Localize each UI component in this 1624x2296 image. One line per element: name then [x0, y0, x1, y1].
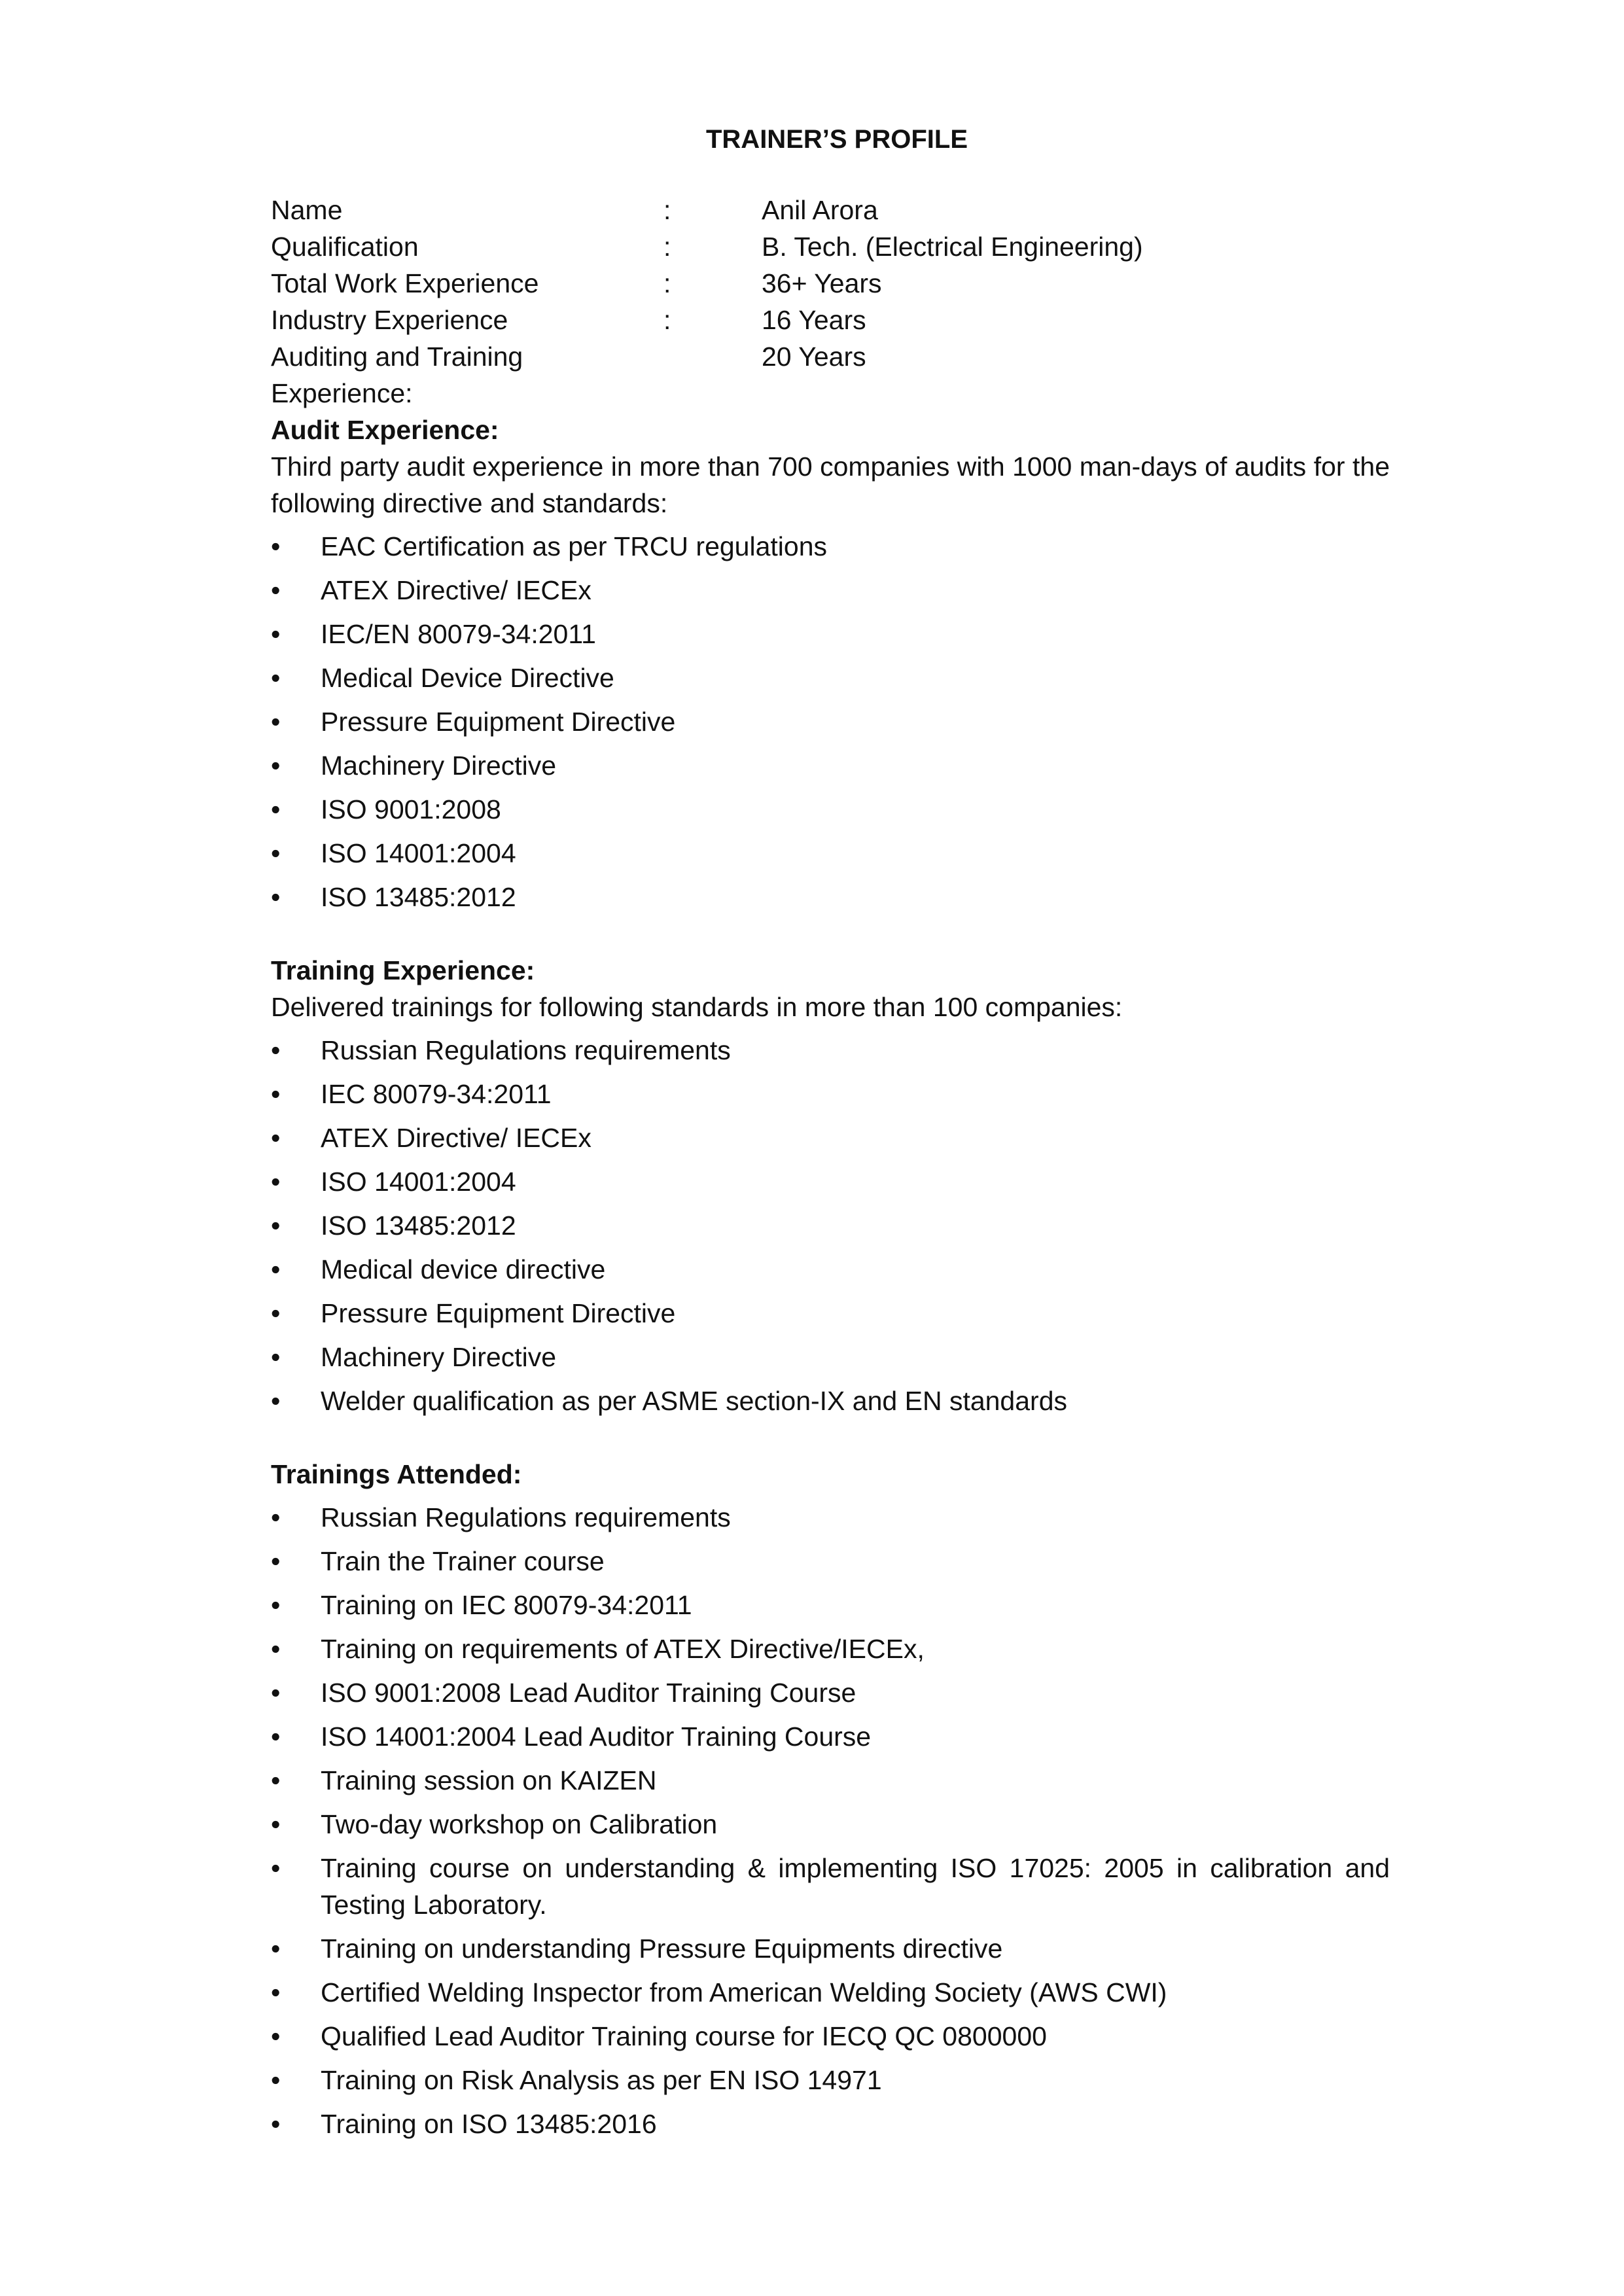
bullet-icon: •: [271, 838, 281, 868]
list-item: [271, 1032, 1390, 1069]
list-item: [271, 1974, 1390, 2011]
info-separator: :: [663, 305, 671, 335]
list-item: [271, 747, 1390, 784]
bullet-icon: •: [271, 531, 281, 561]
info-label: Name: [271, 195, 343, 225]
list-item: [271, 1339, 1390, 1375]
bullet-icon: •: [271, 794, 281, 824]
list-item-text: Training session on KAIZEN: [321, 1765, 657, 1795]
info-separator: :: [663, 195, 671, 225]
list-item: [271, 660, 1390, 696]
info-row-industry-experience: [271, 302, 1390, 338]
bullet-icon: •: [271, 1123, 281, 1153]
list-item-text: Pressure Equipment Directive: [321, 707, 676, 737]
bullet-icon: •: [271, 1853, 281, 1883]
list-item-text: ISO 14001:2004 Lead Auditor Training Course: [321, 1722, 872, 1752]
bullet-icon: •: [271, 1722, 281, 1752]
bullet-icon: •: [271, 1386, 281, 1416]
info-row-total-experience: [271, 265, 1390, 302]
bullet-icon: •: [271, 751, 281, 781]
list-item-text: Training course on understanding & implementing ISO 17025: 2005 in calibration and Testing Laboratory.: [321, 1853, 1390, 1920]
list-item-text: Qualified Lead Auditor Training course for IECQ QC 0800000: [321, 2021, 1047, 2051]
list-item: [271, 1076, 1390, 1112]
list-item-text: ISO 13485:2012: [321, 1210, 516, 1241]
list-item: [271, 1850, 1390, 1923]
info-separator: [663, 338, 762, 375]
info-value: Anil Arora: [762, 195, 878, 225]
list-item-text: Machinery Directive: [321, 1342, 556, 1372]
list-item-text: Certified Welding Inspector from American Welding Society (AWS CWI): [321, 1977, 1167, 2007]
list-item-text: IEC 80079-34:2011: [321, 1079, 552, 1109]
bullet-icon: •: [271, 619, 281, 649]
info-label: Qualification: [271, 232, 419, 262]
list-item-text: Training on understanding Pressure Equipments directive: [321, 1934, 1003, 1964]
list-item-text: ISO 9001:2008: [321, 794, 501, 824]
list-item-text: EAC Certification as per TRCU regulations: [321, 531, 827, 561]
bullet-icon: •: [271, 1502, 281, 1532]
list-item-text: ISO 14001:2004: [321, 838, 516, 868]
info-label: Industry Experience: [271, 305, 508, 335]
info-label: Total Work Experience: [271, 268, 539, 298]
list-item: [271, 1295, 1390, 1332]
list-item: [271, 791, 1390, 828]
list-item: [271, 2062, 1390, 2098]
bullet-icon: •: [271, 1079, 281, 1109]
list-item-text: Training on Risk Analysis as per EN ISO 14971: [321, 2065, 882, 2095]
bullet-icon: •: [271, 1590, 281, 1620]
bullet-icon: •: [271, 1254, 281, 1284]
info-row-name: [271, 192, 1390, 228]
list-item-text: Medical device directive: [321, 1254, 606, 1284]
list-item-text: Training on requirements of ATEX Directive/IECEx,: [321, 1634, 925, 1664]
list-item-text: Train the Trainer course: [321, 1546, 605, 1576]
trainings-attended-heading: Trainings Attended:: [271, 1459, 522, 1489]
bullet-icon: •: [271, 1809, 281, 1839]
list-item-text: Training on ISO 13485:2016: [321, 2109, 657, 2139]
bullet-icon: •: [271, 575, 281, 605]
bullet-icon: •: [271, 2109, 281, 2139]
list-item: [271, 1207, 1390, 1244]
training-experience-heading: Training Experience:: [271, 955, 535, 985]
list-item: [271, 1499, 1390, 1536]
list-item: [271, 528, 1390, 565]
list-item-text: ISO 13485:2012: [321, 882, 516, 912]
list-item-text: Pressure Equipment Directive: [321, 1298, 676, 1328]
list-item: [271, 616, 1390, 652]
list-item: [271, 1587, 1390, 1623]
list-item: [271, 2106, 1390, 2142]
info-label: Auditing and Training Experience:: [271, 342, 523, 408]
list-item-text: ISO 9001:2008 Lead Auditor Training Course: [321, 1678, 856, 1708]
bullet-icon: •: [271, 1167, 281, 1197]
list-item-text: ISO 14001:2004: [321, 1167, 516, 1197]
list-item-text: ATEX Directive/ IECEx: [321, 575, 591, 605]
list-item: [271, 1163, 1390, 1200]
bullet-icon: •: [271, 2021, 281, 2051]
list-item: [271, 1251, 1390, 1288]
list-item-text: Machinery Directive: [321, 751, 556, 781]
audit-experience-intro: Third party audit experience in more than 700 companies with 1000 man-days of audits for the following directive and standards:: [271, 451, 1390, 518]
info-separator: :: [663, 232, 671, 262]
info-row-auditing-experience: [271, 338, 1390, 408]
page-title: TRAINER’S PROFILE: [705, 125, 968, 154]
list-item: [271, 1120, 1390, 1156]
list-item-text: Russian Regulations requirements: [321, 1035, 731, 1065]
bullet-icon: •: [271, 1765, 281, 1795]
list-item-text: Training on IEC 80079-34:2011: [321, 1590, 692, 1620]
list-item: [271, 1543, 1390, 1580]
info-separator: :: [663, 268, 671, 298]
bullet-icon: •: [271, 1678, 281, 1708]
list-item: [271, 1718, 1390, 1755]
bullet-icon: •: [271, 1035, 281, 1065]
list-item-text: ATEX Directive/ IECEx: [321, 1123, 591, 1153]
bullet-icon: •: [271, 1342, 281, 1372]
info-value: 20 Years: [762, 342, 866, 372]
list-item: [271, 1762, 1390, 1799]
bullet-icon: •: [271, 663, 281, 693]
list-item-text: Russian Regulations requirements: [321, 1502, 731, 1532]
bullet-icon: •: [271, 882, 281, 912]
bullet-icon: •: [271, 1210, 281, 1241]
info-value: B. Tech. (Electrical Engineering): [762, 232, 1143, 262]
bullet-icon: •: [271, 1298, 281, 1328]
list-item-text: Two-day workshop on Calibration: [321, 1809, 718, 1839]
audit-experience-list: [271, 528, 1390, 915]
bullet-icon: •: [271, 1546, 281, 1576]
profile-info-table: [271, 192, 1390, 408]
document-page: [271, 121, 1390, 2149]
list-item-text: IEC/EN 80079-34:2011: [321, 619, 596, 649]
list-item: [271, 1930, 1390, 1967]
trainings-attended-list: [271, 1499, 1390, 2142]
bullet-icon: •: [271, 1977, 281, 2007]
training-experience-intro: Delivered trainings for following standards in more than 100 companies:: [271, 992, 1123, 1022]
list-item-text: Welder qualification as per ASME section-IX and EN standards: [321, 1386, 1067, 1416]
list-item: [271, 1631, 1390, 1667]
info-row-qualification: [271, 228, 1390, 265]
list-item: [271, 1383, 1390, 1419]
bullet-icon: •: [271, 1634, 281, 1664]
bullet-icon: •: [271, 1934, 281, 1964]
list-item: [271, 572, 1390, 609]
bullet-icon: •: [271, 707, 281, 737]
list-item: [271, 835, 1390, 872]
list-item: [271, 703, 1390, 740]
info-value: 16 Years: [762, 305, 866, 335]
list-item-text: Medical Device Directive: [321, 663, 614, 693]
list-item: [271, 1674, 1390, 1711]
list-item: [271, 2018, 1390, 2055]
training-experience-list: [271, 1032, 1390, 1419]
list-item: [271, 1806, 1390, 1843]
audit-experience-heading: Audit Experience:: [271, 415, 499, 445]
list-item: [271, 879, 1390, 915]
info-value: 36+ Years: [762, 268, 882, 298]
bullet-icon: •: [271, 2065, 281, 2095]
